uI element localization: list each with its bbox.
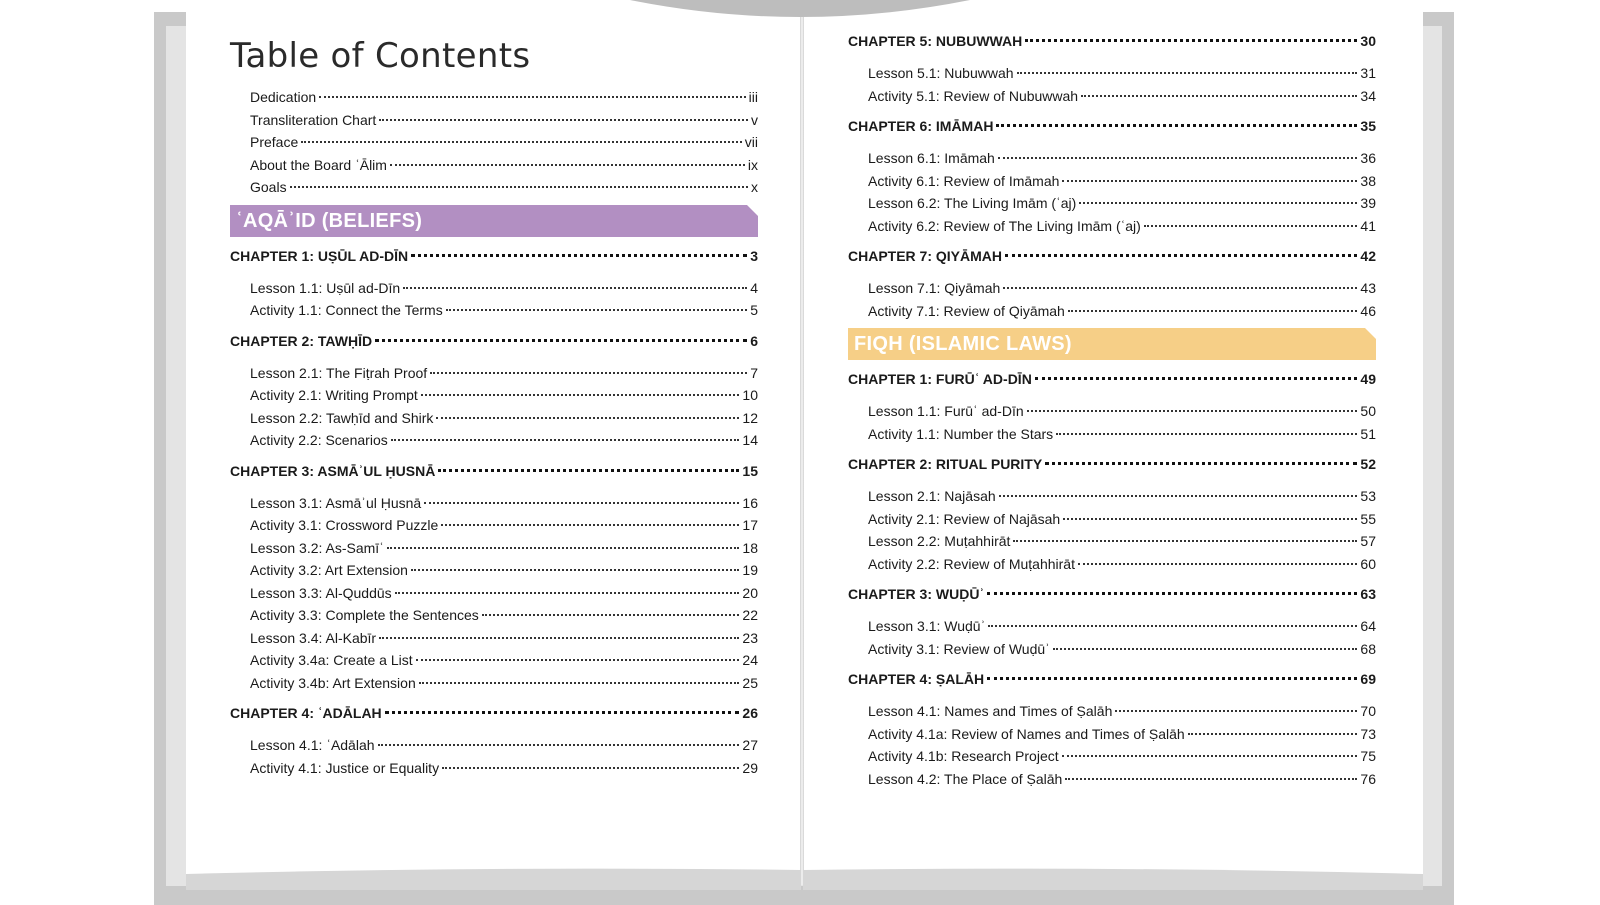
chapter-heading[interactable]: CHAPTER 6: IMĀMAH 35 xyxy=(848,118,1376,134)
chapter-heading[interactable]: CHAPTER 3: WUḌŪʾ 63 xyxy=(848,586,1376,602)
toc-entry[interactable]: Activity 5.1: Review of Nubuwwah 34 xyxy=(868,87,1376,104)
toc-entry[interactable]: Activity 3.1: Crossword Puzzle 17 xyxy=(250,517,758,533)
chapter-heading[interactable]: CHAPTER 5: NUBUWWAH 30 xyxy=(848,33,1376,49)
toc-entry[interactable]: Activity 6.2: Review of The Living Imām (ʿaj) 41 xyxy=(868,217,1376,234)
front-matter-list xyxy=(230,86,758,199)
toc-entry[interactable]: Lesson 4.1: Names and Times of Ṣalāh 70 xyxy=(868,703,1376,719)
toc-entry[interactable]: Activity 3.2: Art Extension 19 xyxy=(250,562,758,578)
toc-entry[interactable]: Lesson 4.2: The Place of Ṣalāh 76 xyxy=(868,770,1376,787)
toc-entry[interactable]: Activity 2.1: Writing Prompt 10 xyxy=(250,387,758,403)
toc-entry[interactable]: Lesson 2.2: Tawḥīd and Shirk 12 xyxy=(250,409,758,426)
toc-entry[interactable]: Preface vii xyxy=(250,134,758,150)
right-toc-column xyxy=(848,30,1376,790)
chapter-heading[interactable]: CHAPTER 1: UṢŪL AD-DĪN 3 xyxy=(230,247,758,264)
toc-entry[interactable]: Lesson 2.1: Najāsah 53 xyxy=(868,488,1376,504)
toc-entry[interactable]: Lesson 3.4: Al-Kabīr 23 xyxy=(250,629,758,646)
bottom-page-curl-left xyxy=(186,868,801,890)
toc-entry[interactable]: Activity 3.4b: Art Extension 25 xyxy=(250,674,758,691)
toc-entry[interactable]: Activity 6.1: Review of Imāmah 38 xyxy=(868,172,1376,189)
toc-entry[interactable]: Activity 3.3: Complete the Sentences 22 xyxy=(250,607,758,623)
toc-entry[interactable]: Lesson 3.1: Asmāʾul Ḥusnā 16 xyxy=(250,494,758,511)
toc-entry[interactable]: Lesson 5.1: Nubuwwah 31 xyxy=(868,65,1376,81)
section-banner-fiqh: FIQH (ISLAMIC LAWS) xyxy=(848,328,1376,360)
book-spine xyxy=(800,0,804,885)
toc-entry[interactable]: Activity 4.1: Justice or Equality 29 xyxy=(250,759,758,776)
chapter-heading[interactable]: CHAPTER 3: ASMĀʾUL ḤUSNĀ 15 xyxy=(230,462,758,479)
toc-entry[interactable]: Activity 2.2: Review of Muṭahhirāt 60 xyxy=(868,555,1376,572)
toc-entry[interactable]: Activity 4.1a: Review of Names and Times of Ṣalāh 73 xyxy=(868,725,1376,742)
toc-entry[interactable]: Goals x xyxy=(250,179,758,195)
bottom-page-curl-right xyxy=(803,868,1423,890)
toc-entry[interactable]: Lesson 7.1: Qiyāmah 43 xyxy=(868,280,1376,296)
toc-entry[interactable]: Activity 3.1: Review of Wuḍūʾ 68 xyxy=(868,640,1376,657)
chapter-heading[interactable]: CHAPTER 2: RITUAL PURITY 52 xyxy=(848,456,1376,472)
toc-entry[interactable]: Lesson 4.1: ʿAdālah 27 xyxy=(250,737,758,753)
toc-entry[interactable]: Activity 1.1: Number the Stars 51 xyxy=(868,425,1376,442)
chapter-heading[interactable]: CHAPTER 2: TAWḤĪD 6 xyxy=(230,332,758,349)
chapter-heading[interactable]: CHAPTER 4: ʿADĀLAH 26 xyxy=(230,705,758,721)
toc-entry[interactable]: Lesson 3.2: As-Samīʿ 18 xyxy=(250,539,758,556)
toc-entry[interactable]: Lesson 1.1: Uṣūl ad-Dīn 4 xyxy=(250,279,758,296)
chapter-heading[interactable]: CHAPTER 7: QIYĀMAH 42 xyxy=(848,248,1376,264)
toc-entry[interactable]: Transliteration Chart v xyxy=(250,111,758,128)
top-page-curve xyxy=(630,0,970,24)
toc-entry[interactable]: Activity 2.2: Scenarios 14 xyxy=(250,432,758,448)
toc-entry[interactable]: Lesson 3.1: Wuḍūʾ 64 xyxy=(868,618,1376,634)
toc-entry[interactable]: Lesson 6.1: Imāmah 36 xyxy=(868,150,1376,166)
toc-entry[interactable]: Activity 4.1b: Research Project 75 xyxy=(868,748,1376,764)
chapter-heading[interactable]: CHAPTER 4: ṢALĀH 69 xyxy=(848,671,1376,687)
toc-entry[interactable]: Lesson 2.1: The Fiṭrah Proof 7 xyxy=(250,364,758,381)
toc-entry[interactable]: Lesson 1.1: Furūʿ ad-Dīn 50 xyxy=(868,403,1376,419)
toc-entry[interactable]: Lesson 3.3: Al-Quddūs 20 xyxy=(250,584,758,601)
toc-entry[interactable]: Lesson 2.2: Muṭahhirāt 57 xyxy=(868,533,1376,549)
toc-entry[interactable]: Dedication iii xyxy=(250,89,758,105)
page-title: Table of Contents xyxy=(230,36,531,76)
left-toc-column xyxy=(230,30,758,779)
toc-entry[interactable]: About the Board ʿĀlim ix xyxy=(250,156,758,173)
toc-entry[interactable]: Activity 7.1: Review of Qiyāmah 46 xyxy=(868,302,1376,319)
chapter-heading[interactable]: CHAPTER 1: FURŪʿ AD-DĪN 49 xyxy=(848,371,1376,387)
toc-entry[interactable]: Activity 3.4a: Create a List 24 xyxy=(250,652,758,668)
toc-entry[interactable]: Activity 1.1: Connect the Terms 5 xyxy=(250,302,758,318)
toc-entry[interactable]: Lesson 6.2: The Living Imām (ʿaj) 39 xyxy=(868,195,1376,211)
toc-entry[interactable]: Activity 2.1: Review of Najāsah 55 xyxy=(868,510,1376,527)
section-banner-aqaid: ʿAQĀʾID (BELIEFS) xyxy=(230,205,758,237)
